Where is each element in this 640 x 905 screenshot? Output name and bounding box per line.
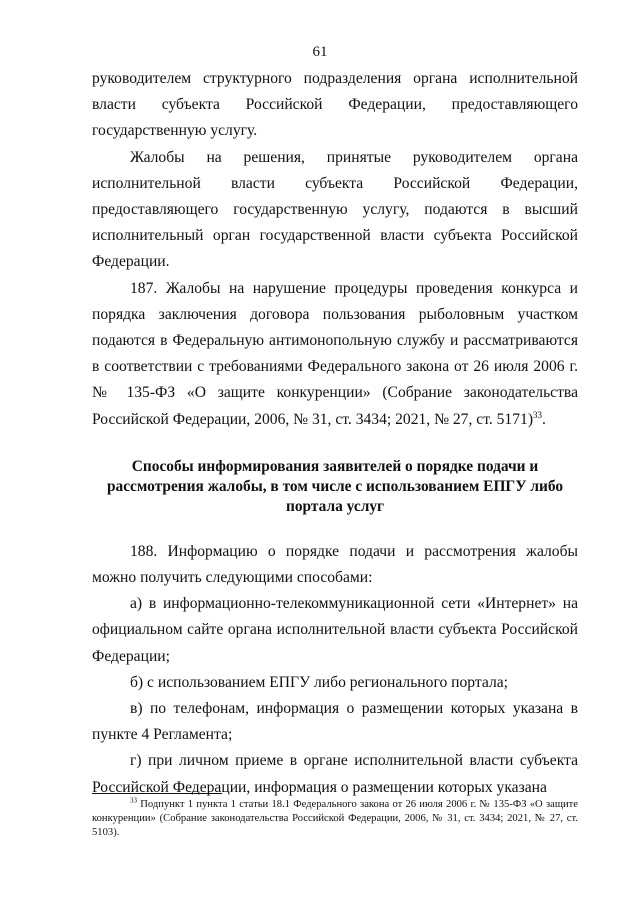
- paragraph-187: [92, 276, 578, 433]
- list-item-v: в) по телефонам, информация о размещении которых указана в пункте 4 Регламента;: [92, 700, 578, 744]
- document-body: [92, 66, 578, 801]
- paragraph-187-text: 187. Жалобы на нарушение процедуры проведения конкурса и порядка заключения договора пользования рыболовным участком подаются в Федеральную антимонопольную службу и рассматриваются в соответствии с требованиями Федерального закона от 26 июля 2006 г. № 135-ФЗ «О защите конкуренции» (Собрание законодательства Российской Федерации, 2006, № 31, ст. 3434; 2021, № 27, ст. 5171): [92, 279, 578, 428]
- paragraph-complaints-decisions: Жалобы на решения, принятые руководителем органа исполнительной власти субъекта Российской Федерации, предоставляющего государственную услугу, подаются в высший исполнительный орган государственной власти субъекта Российской Федерации.: [92, 148, 578, 271]
- paragraph-continuation: руководителем структурного подразделения органа исполнительной власти субъекта Российской Федерации, предоставляющего государственную услугу.: [92, 70, 578, 140]
- footnote-separator: [92, 793, 222, 794]
- footnote-reference: 33: [533, 409, 543, 420]
- footnote-number: 33: [130, 796, 137, 805]
- footnote-text: Подпункт 1 пункта 1 статьи 18.1 Федерального закона от 26 июля 2006 г. № 135-ФЗ «О защите конкуренции» (Собрание законодательства Российской Федерации, 2006, № 31, ст. 3434; 2021, № 27, ст. 5103).: [92, 799, 578, 838]
- footnote: [92, 798, 578, 840]
- list-item-b: б) с использованием ЕПГУ либо регионального портала;: [130, 673, 508, 691]
- list-item-g: г) при личном приеме в органе исполнительной власти субъекта Российской Федерации, информация о размещении которых указана: [92, 752, 578, 796]
- list-item-a: а) в информационно-телекоммуникационной сети «Интернет» на официальном сайте органа исполнительной власти субъекта Российской Федерации;: [92, 595, 578, 665]
- paragraph-187-end: .: [542, 410, 546, 428]
- paragraph-188: 188. Информацию о порядке подачи и рассмотрения жалобы можно получить следующими способами:: [92, 542, 578, 587]
- section-heading: Способы информирования заявителей о порядке подачи и рассмотрения жалобы, в том числе с использованием ЕПГУ либо портала услуг: [106, 457, 564, 515]
- page-number: 61: [312, 44, 328, 60]
